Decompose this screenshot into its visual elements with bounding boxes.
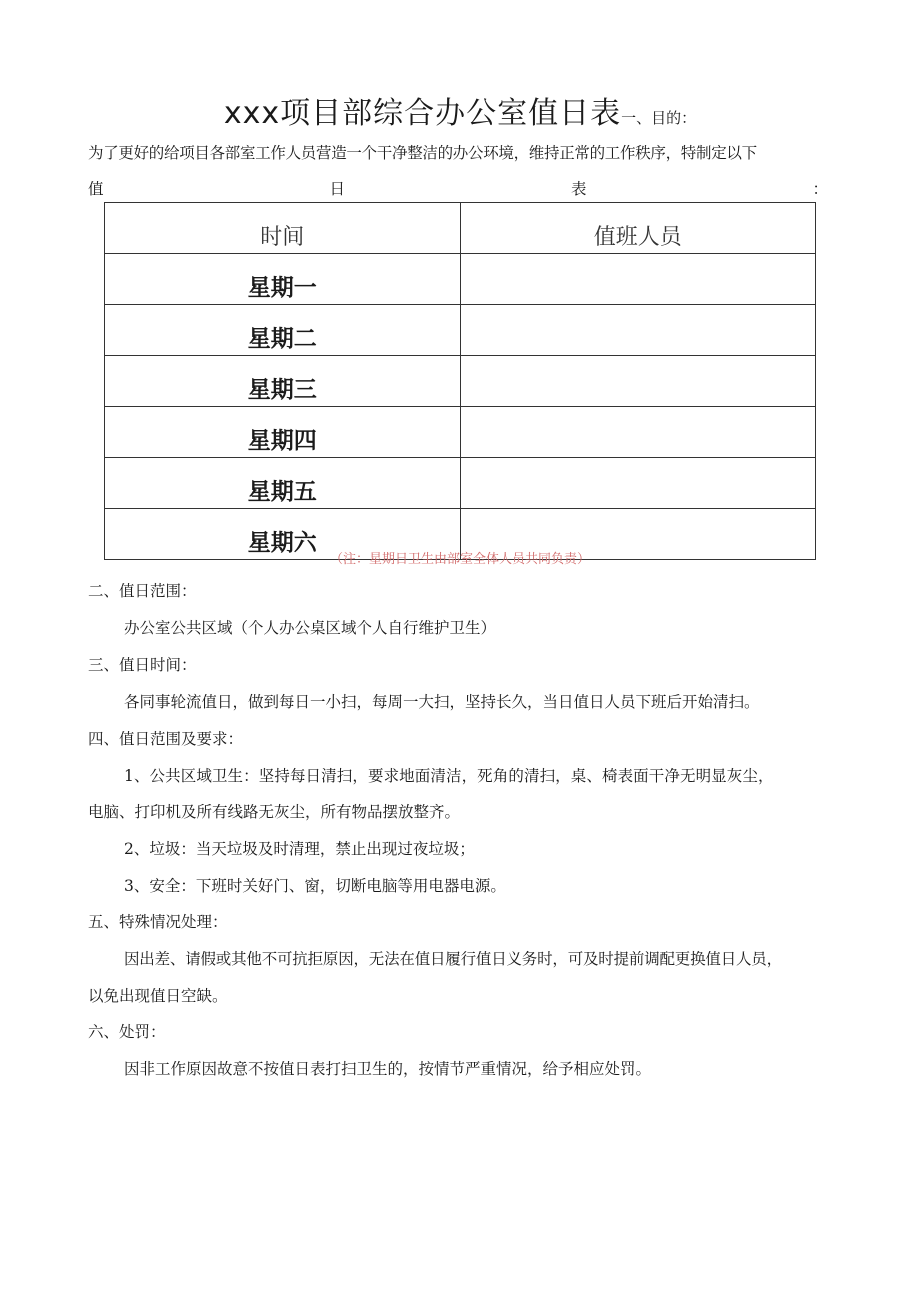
spaced-char: 值 — [88, 180, 104, 198]
day-cell: 星期五 — [105, 458, 461, 509]
person-cell — [460, 458, 816, 509]
table-note: （注：星期日卫生由部室全体人员共同负责） — [329, 552, 590, 567]
section-heading-penalty: 六、处罚： — [88, 1023, 166, 1041]
section-body-penalty: 因非工作原因故意不按值日表打扫卫生的，按情节严重情况，给予相应处罚。 — [124, 1060, 652, 1078]
table-row — [105, 407, 816, 458]
person-cell — [460, 305, 816, 356]
duty-table — [104, 202, 816, 560]
special-line-1: 因出差、请假或其他不可抗拒原因，无法在值日履行值日义务时，可及时提前调配更换值日人员， — [124, 950, 782, 968]
header-time: 时间 — [105, 203, 461, 254]
requirement-item-3: 3、安全：下班时关好门、窗，切断电脑等用电器电源。 — [124, 877, 506, 895]
purpose-heading: 一、目的： — [621, 109, 697, 127]
purpose-text: 为了更好的给项目各部室工作人员营造一个干净整洁的办公环境，维持正常的工作秩序，特制定以下 — [88, 144, 757, 162]
spaced-char: ： — [812, 180, 828, 198]
special-line-2: 以免出现值日空缺。 — [88, 987, 228, 1005]
table-row — [105, 458, 816, 509]
table-row — [105, 356, 816, 407]
day-cell: 星期一 — [105, 254, 461, 305]
section-heading-time: 三、值日时间： — [88, 656, 197, 674]
person-cell — [460, 254, 816, 305]
person-cell — [460, 356, 816, 407]
table-header-row — [105, 203, 816, 254]
purpose-continuation — [88, 178, 828, 200]
requirement-item-1: 1、公共区域卫生：坚持每日清扫，要求地面清洁，死角的清扫，桌、椅表面干净无明显灰尘， — [124, 767, 774, 785]
section-heading-scope: 二、值日范围： — [88, 582, 197, 600]
table-row — [105, 254, 816, 305]
header-person: 值班人员 — [460, 203, 816, 254]
day-cell: 星期四 — [105, 407, 461, 458]
table-row — [105, 305, 816, 356]
section-heading-requirements: 四、值日范围及要求： — [88, 730, 244, 748]
section-heading-special: 五、特殊情况处理： — [88, 913, 228, 931]
requirement-item-1-cont: 电脑、打印机及所有线路无灰尘，所有物品摆放整齐。 — [88, 803, 461, 821]
day-cell: 星期三 — [105, 356, 461, 407]
section-body-scope: 办公室公共区域（个人办公桌区域个人自行维护卫生） — [124, 619, 497, 637]
requirement-item-2: 2、垃圾：当天垃圾及时清理，禁止出现过夜垃圾； — [124, 840, 475, 858]
day-cell: 星期六 — [105, 509, 461, 560]
person-cell — [460, 407, 816, 458]
day-cell: 星期二 — [105, 305, 461, 356]
title-main: xxx项目部综合办公室值日表 — [223, 96, 622, 131]
spaced-char: 日 — [329, 180, 345, 198]
document-title — [0, 88, 920, 132]
section-body-time: 各同事轮流值日，做到每日一小扫，每周一大扫，坚持长久，当日值日人员下班后开始清扫。 — [124, 693, 760, 711]
spaced-char: 表 — [570, 180, 587, 198]
